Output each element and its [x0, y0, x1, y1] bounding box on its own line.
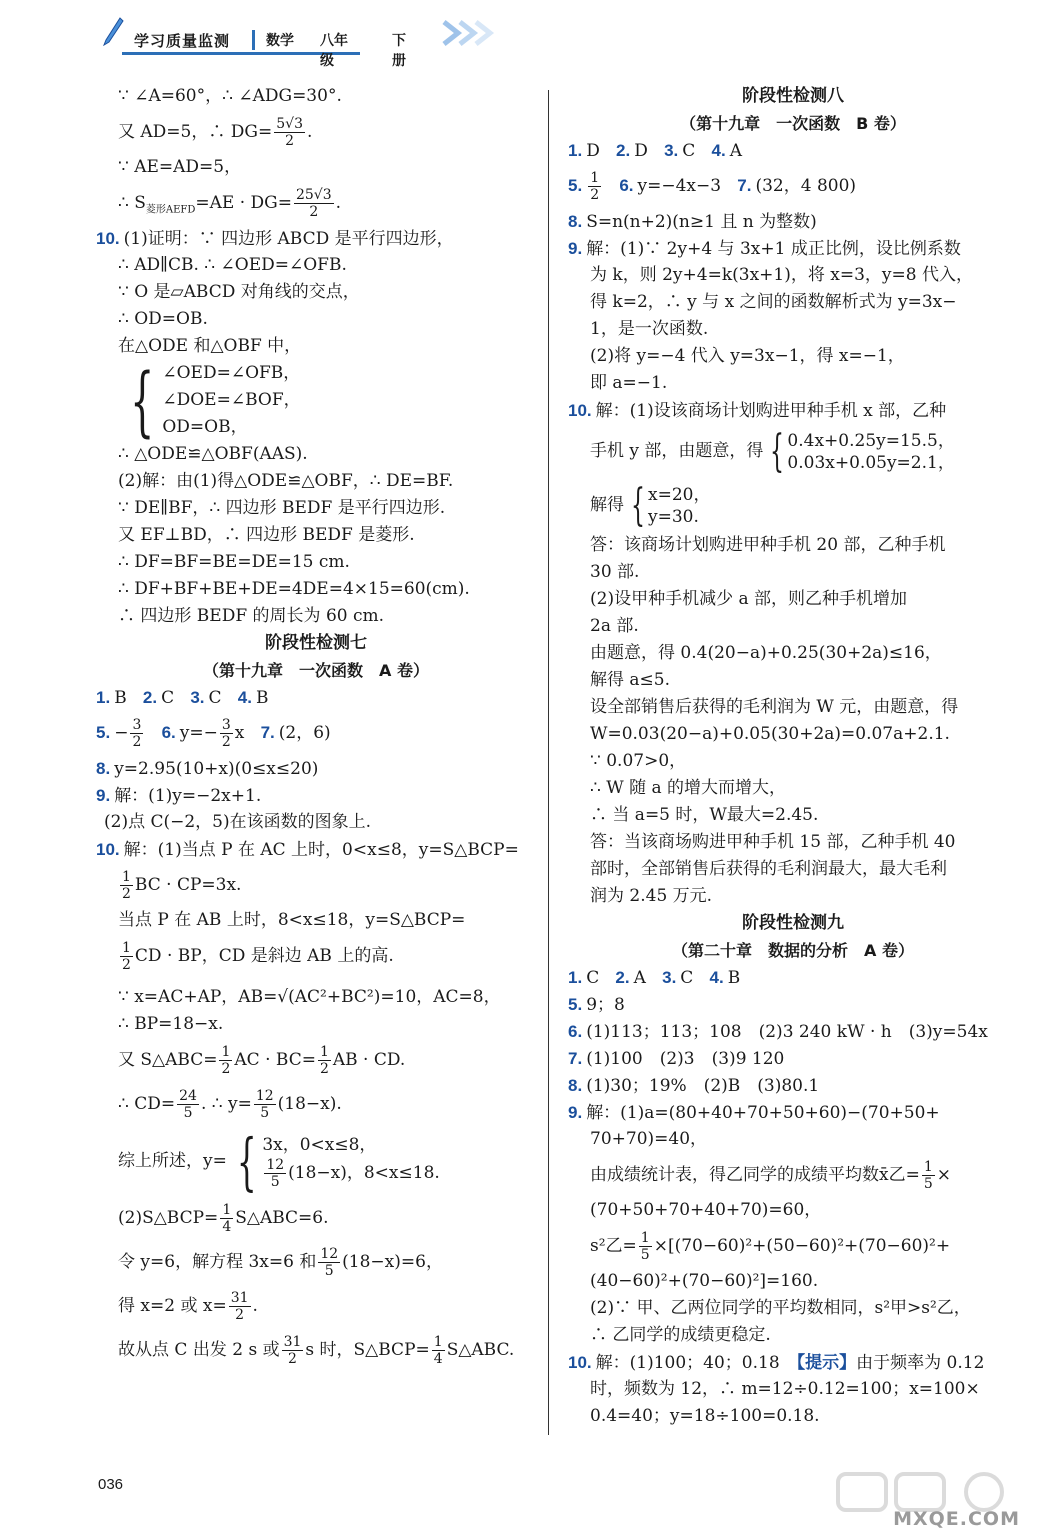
text-line: 得 x=2 或 x= $\frac{31}{2}$ .	[118, 1290, 258, 1323]
text-line: 1，是一次函数.	[590, 319, 709, 339]
volume-label: 下册	[392, 33, 406, 69]
text-line: ∴ W 随 a 的增大而增大，	[590, 778, 787, 798]
text-line: ∵ x=AC+AP，AB=√(AC²+BC²)=10，AC=8，	[118, 987, 501, 1007]
text-line: (2)点 C(−2，5)在该函数的图象上.	[104, 812, 372, 832]
text-line: (2)S△BCP= $\frac{1}{4}$ S△ABC=6.	[118, 1202, 329, 1235]
answer-line: 1. D 2. D 3. C 4. A	[568, 141, 742, 161]
grade-label: 八年级	[320, 33, 348, 69]
text-line: 又 S△ABC= $\frac{1}{2}$ AC · BC= $\frac{1}{2}$ AB · CD.	[118, 1044, 406, 1077]
text-line: 答：该商场计划购进甲种手机 20 部，乙种手机	[590, 535, 946, 555]
text-line: 答：当该商场购进甲种手机 15 部，乙种手机 40	[590, 832, 956, 852]
text-line: ∵ 0.07>0，	[590, 751, 687, 771]
text-line: (40−60)²+(70−60)²]=160.	[590, 1271, 819, 1291]
text-line: (2)解：由(1)得△ODE≌△OBF，∴ DE=BF.	[118, 471, 454, 491]
answer-line: 7. (1)100 (2)3 (3)9 120	[568, 1049, 785, 1069]
text-line: 润为 2.45 万元.	[590, 886, 713, 906]
fraction: $\frac{25√3}{2}$	[295, 187, 332, 220]
text-line: (70+50+70+40+70)=60，	[590, 1200, 822, 1220]
header-separator	[252, 30, 255, 50]
question-number: 10.	[96, 229, 120, 248]
brace: {	[770, 425, 785, 477]
text-line: ∴ DF+BF+BE+DE=4DE=4×15=60(cm).	[118, 579, 470, 599]
subject-label: 数学	[266, 33, 294, 49]
text-line: ∴ $S_{菱形AEFD}=AE \cdot DG=$ $\frac{25√3}{2}$ .	[118, 187, 342, 220]
text-line: ∵ ∠A=60°，∴ ∠ADG=30°.	[118, 86, 342, 106]
answer-line: 10. 解：(1)100；40；0.18 【提示】由于频率为 0.12	[568, 1353, 985, 1373]
text-line: 30 部.	[590, 562, 640, 582]
text-line: W=0.03(20−a)+0.05(30+2a)=0.07a+2.1.	[590, 724, 950, 744]
text-line: 令 y=6，解方程 3x=6 和 $\frac{12}{5}$ (18−x)=6，	[118, 1246, 443, 1279]
text-line: ∴ △ODE≌△OBF(AAS).	[118, 444, 308, 464]
answer-line: 5. − $\frac{3}{2}$ 6. y=− $\frac{3}{2}$ x 7. (2，6)	[96, 717, 331, 750]
text-line: 70+70)=40，	[590, 1129, 708, 1149]
answer-line: 6. (1)113；113；108 (2)3 240 kW · h (3)y=54x	[568, 1022, 988, 1042]
text-line: ∴ AD∥CB. ∴ ∠OED=∠OFB.	[118, 255, 347, 275]
header-bar	[122, 26, 406, 69]
text-line: ∴ 乙同学的成绩更稳定.	[590, 1325, 771, 1345]
text-line: 故从点 C 出发 2 s 或 $\frac{31}{2}$ s 时，S△BCP= $\frac{1}{4}$ S△ABC.	[118, 1334, 515, 1367]
section-title: 阶段性检测八	[742, 86, 844, 106]
text-line: ∴ OD=OB.	[118, 309, 208, 329]
text-line: (2)设甲种手机减少 a 部，则乙种手机增加	[590, 589, 908, 609]
answer-line: 8. (1)30；19% (2)B (3)80.1	[568, 1076, 820, 1096]
answer-line: 9. 解：(1)a=(80+40+70+50+60)−(70+50+	[568, 1103, 940, 1123]
answer-line: 5. 9；8	[568, 995, 625, 1015]
text-line: 又 EF⊥BD，∴ 四边形 BEDF 是菱形.	[118, 525, 415, 545]
text-line: 由题意，得 0.4(20−a)+0.25(30+2a)≤16，	[590, 643, 942, 663]
book-title: 学习质量监测	[134, 32, 231, 50]
answer-line: 5. $\frac{1}{2}$ 6. y=−4x−3 7. (32，4 800)	[568, 170, 857, 203]
text-line: 部时，全部销售后获得的毛利润最大，最大毛利	[590, 859, 947, 879]
text-line: 即 a=−1.	[590, 373, 668, 393]
section-subtitle: （第十九章 一次函数 A 卷）	[203, 661, 429, 680]
equation-system: 手机 y 部，由题意，得 { 0.4x+0.25y=15.5， 0.03x+0.05y=2.1，	[590, 425, 955, 477]
text-line: 为 k，则 2y+4=k(3x+1)，将 x=3，y=8 代入，	[590, 265, 973, 285]
text-line: (2)∵ 甲、乙两位同学的平均数相同，s²甲>s²乙，	[590, 1298, 971, 1318]
text-line: 0.4=40；y=18÷100=0.18.	[590, 1406, 820, 1426]
text-line: ∴ 当 a=5 时，W最大=2.45.	[590, 805, 819, 825]
answer-line: 1. C 2. A 3. C 4. B	[568, 968, 741, 988]
right-column	[568, 83, 1018, 1430]
question-10-line: 10. (1)证明：∵ 四边形 ABCD 是平行四边形，	[96, 229, 454, 249]
text-line: ∴ CD= $\frac{24}{5}$ . ∴ y= $\frac{12}{5}$ (18−x).	[118, 1088, 342, 1121]
watermark-text: MXQE.COM	[893, 1508, 1020, 1530]
brace: {	[631, 479, 645, 531]
answer-line: 1. B 2. C 3. C 4. B	[96, 688, 269, 708]
text-line: $\frac{1}{2}$ BC · CP=3x.	[122, 869, 242, 902]
piecewise-function: 综上所述，y= { 3x，0<x≤8， $\frac{12}{5}$ (18−x)，8<x≤18.	[118, 1124, 440, 1198]
text-line: 设全部销售后获得的毛利润为 W 元，由题意，得	[590, 697, 959, 717]
equation-system: { ∠OED=∠OFB， ∠DOE=∠BOF， OD=OB，	[130, 355, 301, 445]
text-line: (2)将 y=−4 代入 y=3x−1，得 x=−1，	[590, 346, 905, 366]
text-line: 又 AD=5，∴ DG= $\frac{5√3}{2}$ .	[118, 116, 313, 149]
brace: {	[236, 1124, 257, 1198]
answer-line: 9. 解：(1)y=−2x+1.	[96, 786, 262, 806]
text-line: 由成绩统计表，得乙同学的成绩平均数x̄乙= $\frac{1}{5}$ ×	[590, 1159, 952, 1192]
chevron-arrows-icon	[440, 18, 500, 48]
text-line: 时，频数为 12，∴ m=12÷0.12=100；x=100×	[590, 1379, 980, 1399]
text-line: 解得 a≤5.	[590, 670, 671, 690]
brace: {	[130, 355, 155, 445]
text-line: 当点 P 在 AB 上时，8<x≤18，y=S△BCP=	[118, 910, 466, 930]
text-line: ∴ BP=18−x.	[118, 1014, 224, 1034]
text-line: 得 k=2，∴ y 与 x 之间的函数解析式为 y=3x−	[590, 292, 957, 312]
section-title: 阶段性检测九	[742, 913, 844, 933]
text-line: 在△ODE 和△OBF 中，	[118, 336, 302, 356]
text-line: s²乙= $\frac{1}{5}$ ×[(70−60)²+(50−60)²+(70−60)²+	[590, 1230, 951, 1263]
text-line: ∵ DE∥BF，∴ 四边形 BEDF 是平行四边形.	[118, 498, 446, 518]
section-title: 阶段性检测七	[265, 633, 367, 653]
equation-system: 解得 { x=20， y=30.	[590, 479, 711, 531]
answer-line: 10. 解：(1)当点 P 在 AC 上时，0<x≤8，y=S△BCP=	[96, 840, 519, 860]
left-column	[96, 83, 536, 1372]
fraction: $\frac{5√3}{2}$	[276, 116, 303, 149]
answer-line: 8. y=2.95(10+x)(0≤x≤20)	[96, 759, 319, 779]
answer-line: 8. S=n(n+2)(n≥1 且 n 为整数)	[568, 212, 817, 232]
section-subtitle: （第二十章 数据的分析 A 卷）	[672, 941, 914, 960]
page-header	[100, 12, 520, 69]
pen-icon	[100, 16, 124, 46]
column-divider	[548, 90, 549, 1435]
text-line: ∵ AE=AD=5，	[118, 157, 242, 177]
text-line: $\frac{1}{2}$ CD · BP，CD 是斜边 AB 上的高.	[122, 940, 394, 973]
section-subtitle: （第十九章 一次函数 B 卷）	[680, 114, 906, 133]
text-line: ∴ 四边形 BEDF 的周长为 60 cm.	[118, 606, 385, 626]
hint-label: 【提示】	[796, 1353, 857, 1373]
text-line: ∵ O 是▱ABCD 对角线的交点，	[118, 282, 360, 302]
text-line: ∴ DF=BF=BE=DE=15 cm.	[118, 552, 350, 572]
page-number: 036	[98, 1476, 124, 1493]
answer-line: 10. 解：(1)设该商场计划购进甲种手机 x 部，乙种	[568, 401, 947, 421]
text-line: 2a 部.	[590, 616, 639, 636]
answer-line: 9. 解：(1)∵ 2y+4 与 3x+1 成正比例，设比例系数	[568, 239, 961, 259]
